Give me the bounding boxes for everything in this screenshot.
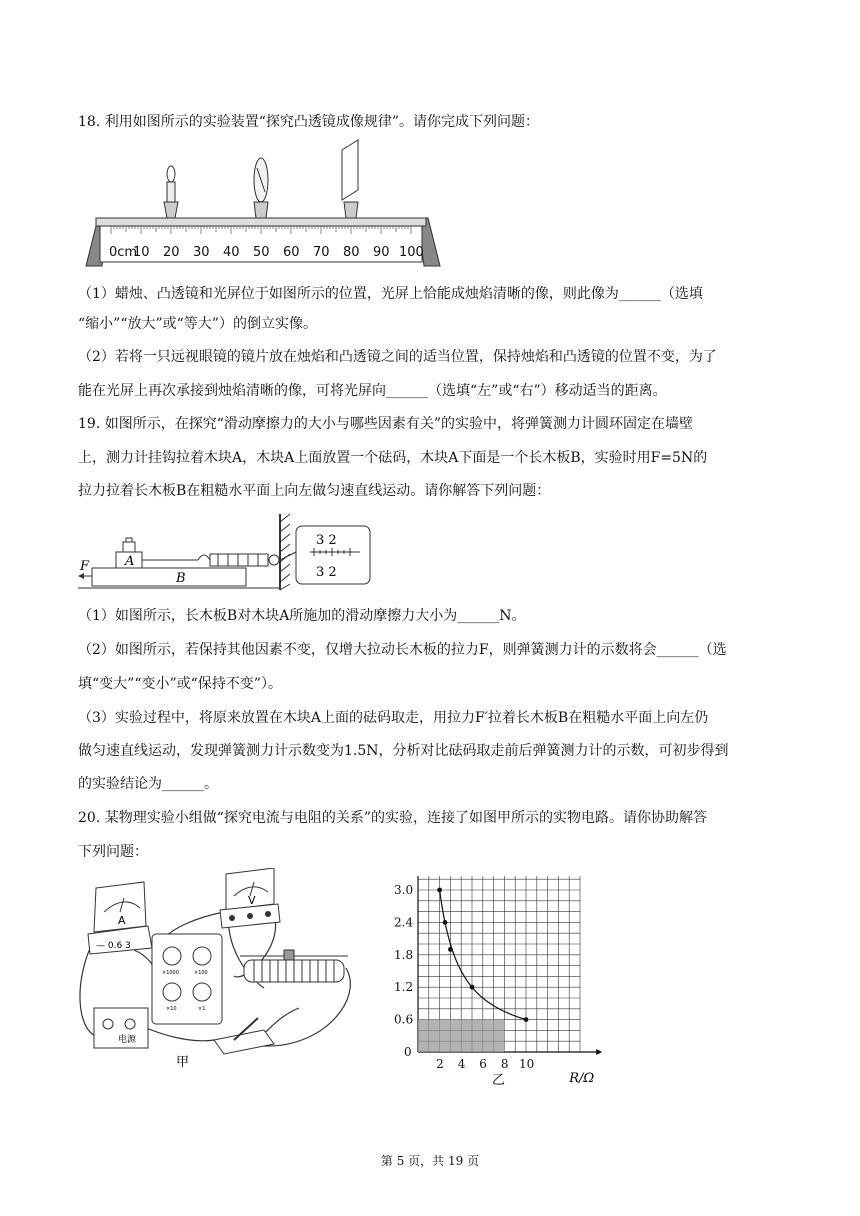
data-point — [524, 1017, 529, 1022]
bench-tick-label: 70 — [313, 245, 330, 260]
fig-b-caption: 乙 — [492, 1073, 506, 1086]
x-axis-label: R/Ω — [569, 1071, 595, 1086]
x-tick-label: 4 — [457, 1057, 466, 1071]
svg-text:×10: ×10 — [166, 1006, 177, 1012]
y-tick-label: 1.8 — [394, 947, 414, 962]
label-force-f: F — [80, 559, 90, 574]
fig-a-caption: 甲 — [176, 1055, 190, 1068]
q19-part3-line3: 的实验结论为______。 — [78, 776, 218, 792]
bench-tick-label: 50 — [253, 245, 270, 260]
svg-text:— 0.6 3: — 0.6 3 — [96, 941, 131, 951]
y-tick-label: 0.6 — [394, 1012, 414, 1027]
x-tick-label: 8 — [500, 1057, 509, 1071]
data-point — [470, 985, 475, 990]
q19-part3-line2: 做匀速直线运动，发现弹簧测力计示数变为1.5N，分析对比砝码取走前后弹簧测力计的示数，可初步得到 — [78, 743, 729, 759]
q18-stem: 18. 利用如图所示的实验装置“探究凸透镜成像规律”。请你完成下列问题： — [78, 114, 540, 130]
candle-icon — [164, 166, 178, 218]
label-board-b: B — [176, 571, 186, 586]
q19-part2-line1: （2）如图所示，若保持其他因素不变，仅增大拉动长木板的拉力F，则弹簧测力计的示数将会______（选 — [78, 642, 727, 658]
voltmeter-icon — [220, 868, 280, 928]
y-tick-label: 3.0 — [394, 883, 414, 897]
current-resistance-graph — [380, 876, 620, 1086]
circuit-figure — [74, 868, 364, 1068]
x-axis-arrow — [596, 1049, 602, 1055]
scale-reading-top: 3 2 — [316, 533, 337, 548]
q20-stem-line1: 20. 某物理实验小组做“探究电流与电阻的关系”的实验，连接了如图甲所示的实物电路。请你协助解答 — [78, 810, 708, 826]
q19-part3-line1: （3）实验过程中，将原来放置在木块A上面的砝码取走，用拉力F′拉着长木板B在粗糙水平面上向左仍 — [78, 710, 709, 726]
q18-part2-line1: （2）若将一只远视眼镜的镜片放在烛焰和凸透镜之间的适当位置，保持烛焰和凸透镜的位置不变，为了 — [78, 349, 717, 365]
bench-tick-label: 20 — [163, 245, 180, 260]
svg-text:V: V — [248, 894, 256, 907]
label-block-a: A — [125, 554, 135, 569]
bench-tick-label: 40 — [223, 245, 240, 260]
svg-text:电源: 电源 — [118, 1035, 137, 1045]
q18-part1-line1: （1）蜡烛、凸透镜和光屏位于如图所示的位置，光屏上恰能成烛焰清晰的像，则此像为______（选填 — [78, 286, 703, 302]
q19-stem-line1: 19. 如图所示，在探究“滑动摩擦力的大小与哪些因素有关”的实验中，将弹簧测力计圆环固定在墙壁 — [78, 416, 694, 432]
origin-label: 0 — [404, 1045, 412, 1059]
q19-part1: （1）如图所示，长木板B对木块A所施加的滑动摩擦力大小为______N。 — [78, 608, 526, 624]
bench-tick-label: 100 — [399, 245, 424, 260]
ammeter-icon — [88, 882, 152, 954]
shaded-area — [418, 1020, 504, 1052]
svg-text:A: A — [118, 914, 126, 927]
resistance-box-icon — [152, 934, 222, 1024]
bench-tick-label: 30 — [193, 245, 210, 260]
q20-stem-line2: 下列问题： — [78, 844, 148, 860]
x-tick-label: 10 — [519, 1057, 535, 1071]
svg-text:×1000: ×1000 — [162, 970, 179, 976]
q18-part1-line2: “缩小”“放大”或“等大”）的倒立实像。 — [78, 316, 317, 332]
q19-part2-line2: 填“变大”“变小”或“保持不变”）。 — [78, 676, 282, 692]
convex-lens-icon — [254, 158, 268, 218]
bench-tick-label: 60 — [283, 245, 300, 260]
x-tick-label: 6 — [479, 1057, 487, 1071]
data-point — [437, 888, 442, 893]
x-tick-label: 2 — [436, 1057, 444, 1071]
bench-tick-label: 10 — [133, 245, 150, 260]
bench-tick-label: 0cm — [109, 245, 138, 260]
q18-part2-line2: 能在光屏上再次承接到烛焰清晰的像，可将光屏向______（选填“左”或“右”）移动适当的距离。 — [78, 383, 667, 399]
switch-icon — [214, 1018, 274, 1054]
friction-experiment-figure — [78, 512, 378, 592]
svg-text:×100: ×100 — [194, 970, 208, 976]
svg-text:×1: ×1 — [198, 1006, 206, 1012]
data-point — [443, 920, 448, 925]
data-point — [448, 947, 453, 952]
y-tick-label: 2.4 — [394, 915, 414, 930]
light-screen-icon — [342, 140, 358, 218]
power-supply-icon — [94, 1008, 148, 1048]
q19-stem-line2: 上，测力计挂钩拉着木块A，木块A上面放置一个砝码，木块A下面是一个长木板B，实验时用F=5N的 — [78, 450, 708, 466]
scale-reading-bottom: 3 2 — [316, 565, 337, 580]
optical-bench-figure — [78, 138, 448, 268]
q19-stem-line3: 拉力拉着长木板B在粗糙水平面上向左做匀速直线运动。请你解答下列问题： — [78, 483, 551, 499]
bench-tick-label: 80 — [343, 245, 360, 260]
bench-tick-label: 90 — [373, 245, 390, 260]
y-tick-label: 1.2 — [394, 980, 414, 995]
page-footer: 第 5 页，共 19 页 — [380, 1154, 480, 1168]
rheostat-icon — [240, 950, 348, 982]
